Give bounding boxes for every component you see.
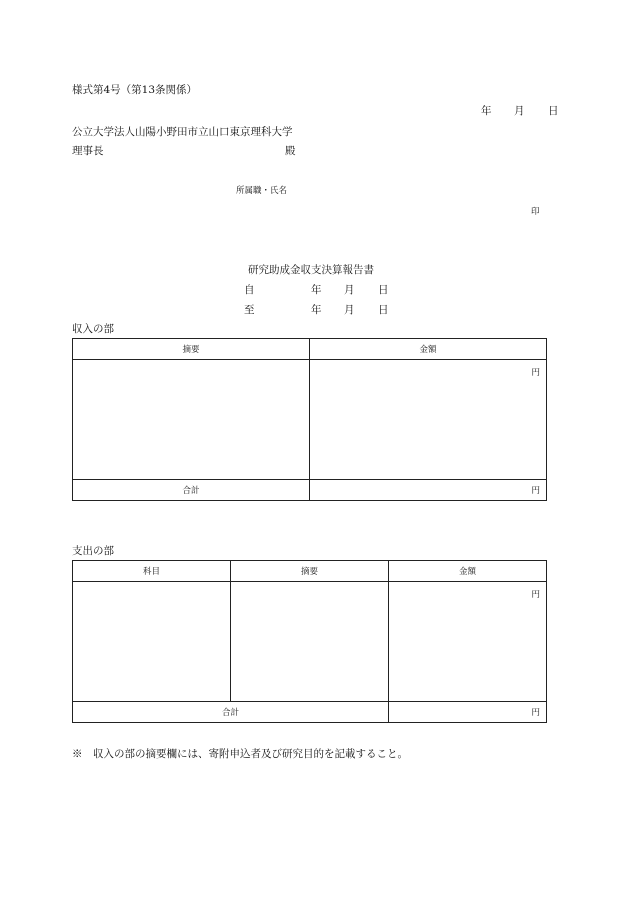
- date-month: 月: [514, 105, 525, 117]
- period-to-label: 至: [244, 304, 255, 316]
- income-total-amount[interactable]: [310, 480, 547, 501]
- income-table: [72, 338, 547, 501]
- period-to-year: 年: [311, 304, 322, 316]
- date-year: 年: [481, 105, 492, 117]
- note-text: ※ 収入の部の摘要欄には、寄附申込者及び研究目的を記載すること。: [72, 748, 408, 760]
- period-from-row: [244, 282, 394, 296]
- expense-amount-cell[interactable]: [389, 582, 547, 702]
- period-from-year: 年: [311, 284, 322, 296]
- expense-total-label: 合計: [73, 702, 389, 723]
- income-yen: 円: [531, 368, 540, 378]
- period-to-day: 日: [378, 304, 389, 316]
- income-total-label: 合計: [73, 480, 310, 501]
- expense-item-cell[interactable]: [73, 582, 231, 702]
- date-line: [481, 103, 559, 118]
- expense-col-item: 科目: [73, 561, 231, 582]
- period-from-label: 自: [244, 284, 255, 296]
- period-from-month: 月: [344, 284, 355, 296]
- income-total-yen: 円: [531, 486, 540, 496]
- expense-table: [72, 560, 547, 723]
- period-to-row: [244, 302, 394, 316]
- expense-total-yen: 円: [531, 708, 540, 718]
- expense-heading: 支出の部: [72, 545, 114, 557]
- income-heading: 収入の部: [72, 323, 114, 335]
- expense-col-summary: 摘要: [231, 561, 389, 582]
- addressee-honorific: 殿: [285, 145, 296, 157]
- date-day: 日: [548, 105, 559, 117]
- period-to-month: 月: [344, 304, 355, 316]
- income-col-amount: 金額: [310, 339, 547, 360]
- expense-total-amount[interactable]: [389, 702, 547, 723]
- income-col-summary: 摘要: [73, 339, 310, 360]
- form-number: 様式第4号（第13条関係）: [72, 84, 198, 96]
- income-summary-cell[interactable]: [73, 360, 310, 480]
- expense-summary-cell[interactable]: [231, 582, 389, 702]
- expense-col-amount: 金額: [389, 561, 547, 582]
- period-from-day: 日: [378, 284, 389, 296]
- applicant-label: 所属職・氏名: [236, 186, 288, 196]
- report-title: 研究助成金収支決算報告書: [248, 264, 374, 276]
- addressee-title: 理事長: [72, 145, 104, 157]
- seal-mark: 印: [531, 207, 540, 217]
- income-amount-cell[interactable]: [310, 360, 547, 480]
- addressee-org: 公立大学法人山陽小野田市立山口東京理科大学: [72, 126, 293, 138]
- expense-yen: 円: [531, 590, 540, 600]
